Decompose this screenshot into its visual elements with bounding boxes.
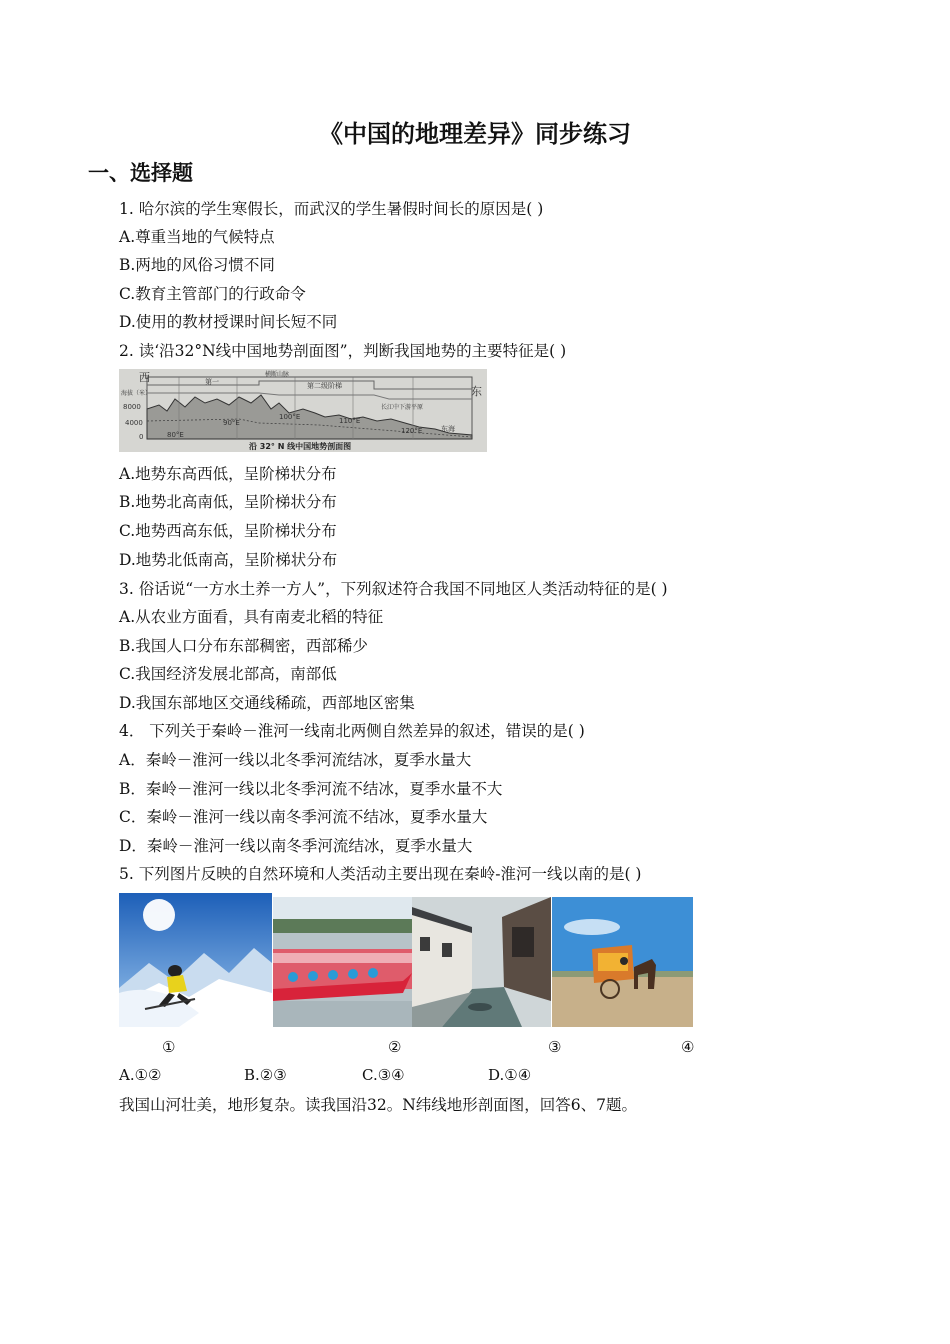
question-4-option-b: B．秦岭－淮河一线以北冬季河流不结冰，夏季水量不大 (119, 780, 503, 798)
plain-label: 长江中下游平原 (381, 404, 424, 411)
east-sea-label: 东海 (441, 425, 455, 433)
dragon-boat-photo (273, 897, 412, 1027)
question-1-option-c: C.教育主管部门的行政命令 (119, 285, 306, 303)
question-5-option-c: C.③④ (362, 1066, 405, 1084)
water-town-photo (412, 897, 551, 1027)
terrain-profile-chart (119, 369, 487, 452)
question-4-option-d: D．秦岭－淮河一线以南冬季河流结冰，夏季水量大 (119, 837, 473, 855)
question-2-stem: 2. 读‘沿32°N线中国地势剖面图”，判断我国地势的主要特征是( ) (119, 342, 567, 360)
lead-text: 我国山河壮美，地形复杂。读我国沿32。N纬线地形剖面图，回答6、7题。 (119, 1096, 638, 1114)
y-axis-unit: 海拔（米） (121, 390, 152, 397)
picture-label-4: ④ (681, 1038, 695, 1056)
question-3-option-c: C.我国经济发展北部高，南部低 (119, 665, 337, 683)
question-3-option-d: D.我国东部地区交通线稀疏，西部地区密集 (119, 694, 415, 712)
hengduan-label: 横断山脉 (265, 371, 290, 378)
x-tick-120e: 120°E (401, 427, 423, 435)
x-tick-90e: 90°E (223, 419, 240, 427)
question-4-option-c: C．秦岭－淮河一线以南冬季河流不结冰，夏季水量大 (119, 808, 488, 826)
picture-label-3: ③ (548, 1038, 562, 1056)
question-2-option-b: B.地势北高南低，呈阶梯状分布 (119, 493, 337, 511)
question-1-stem: 1. 哈尔滨的学生寒假长，而武汉的学生暑假时间长的原因是( ) (119, 200, 544, 218)
question-2-option-a: A.地势东高西低，呈阶梯状分布 (119, 465, 337, 483)
x-tick-110e: 110°E (339, 417, 361, 425)
question-4-stem: 4． 下列关于秦岭－淮河一线南北两侧自然差异的叙述，错误的是( ) (119, 722, 585, 740)
page-title: 《中国的地理差异》同步练习 (319, 120, 631, 148)
y-tick-4000: 4000 (125, 419, 143, 427)
question-5-option-b: B.②③ (244, 1066, 287, 1084)
skier-photo (119, 893, 272, 1027)
question-2-option-d: D.地势北低南高，呈阶梯状分布 (119, 551, 338, 569)
question-5-stem: 5. 下列图片反映的自然环境和人类活动主要出现在秦岭-淮河一线以南的是( ) (119, 865, 642, 883)
section-heading: 一、选择题 (88, 161, 193, 185)
y-tick-0: 0 (139, 433, 144, 441)
west-label: 西 (139, 371, 150, 384)
terrain-profile-figure (119, 369, 487, 452)
step-two-label: 第二级阶梯 (307, 382, 342, 390)
x-tick-80e: 80°E (167, 431, 184, 439)
question-1-option-a: A.尊重当地的气候特点 (119, 228, 275, 246)
question-5-option-a: A.①② (119, 1066, 162, 1084)
x-tick-100e: 100°E (279, 413, 301, 421)
step-one-label: 第一 (205, 378, 219, 386)
picture-label-2: ② (388, 1038, 402, 1056)
question-1-option-d: D.使用的教材授课时间长短不同 (119, 313, 338, 331)
horse-cart-photo (552, 897, 693, 1027)
question-5-option-d: D.①④ (488, 1066, 532, 1084)
question-3-option-a: A.从农业方面看，具有南麦北稻的特征 (119, 608, 384, 626)
question-2-option-c: C.地势西高东低，呈阶梯状分布 (119, 522, 337, 540)
east-label: 东 (471, 385, 482, 398)
figure-caption: 沿 32° N 线中国地势剖面图 (249, 442, 352, 451)
question-4-option-a: A．秦岭－淮河一线以北冬季河流结冰，夏季水量大 (119, 751, 472, 769)
question-3-stem: 3. 俗话说“一方水土养一方人”，下列叙述符合我国不同地区人类活动特征的是( ) (119, 580, 668, 598)
y-tick-8000: 8000 (123, 403, 141, 411)
picture-label-1: ① (162, 1038, 176, 1056)
question-1-option-b: B.两地的风俗习惯不同 (119, 256, 275, 274)
question-3-option-b: B.我国人口分布东部稠密，西部稀少 (119, 637, 368, 655)
